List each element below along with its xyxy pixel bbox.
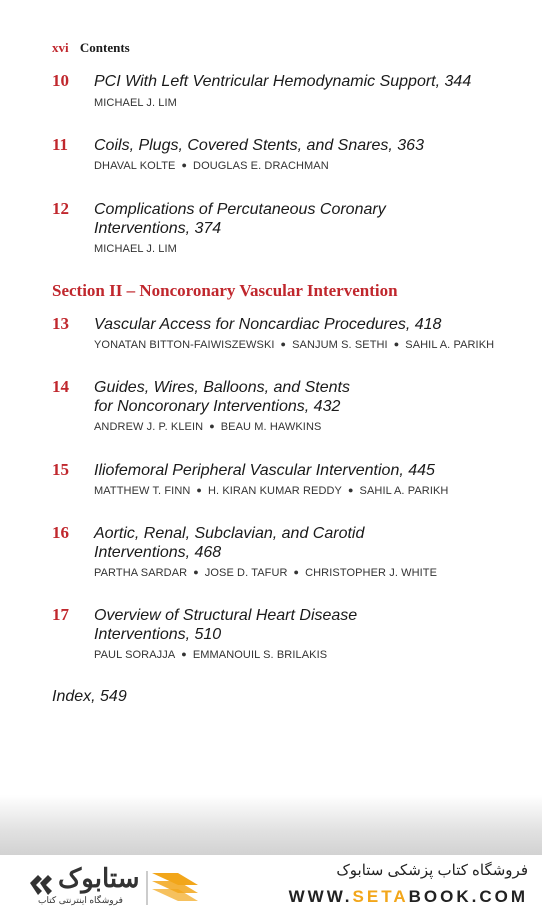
chapter-authors xyxy=(94,97,534,109)
author: CHRISTOPHER J. WHITE xyxy=(305,567,438,579)
chapter-title: Vascular Access for Noncardiac Procedures, 418 xyxy=(94,316,442,333)
page-number: xvi xyxy=(52,40,69,55)
chapter-authors xyxy=(94,243,534,255)
bullet-separator: ● xyxy=(348,485,354,495)
chapter-title-line-2: Interventions, 468 xyxy=(94,544,222,561)
chapter-title-line-2: Interventions, 510 xyxy=(94,626,222,643)
chapter-title-line-2: Interventions, 374 xyxy=(94,220,222,237)
running-head-title: Contents xyxy=(79,40,130,55)
chapter-authors xyxy=(94,421,534,433)
chapter-title-line-1: Overview of Structural Heart Disease xyxy=(94,607,358,624)
url-highlight-seta: SETA xyxy=(352,887,409,906)
bullet-separator: ● xyxy=(181,649,187,659)
index-entry[interactable]: Index, 549 xyxy=(52,688,127,705)
logo-text: ستابوک xyxy=(58,863,140,893)
author: SANJUM S. SETHI xyxy=(292,339,388,351)
chapter-authors xyxy=(94,339,534,351)
chapter-number: 10 xyxy=(52,71,69,90)
chapter-number: 12 xyxy=(52,199,69,218)
chapter-number: 14 xyxy=(52,377,69,396)
chapter-authors xyxy=(94,160,534,172)
shop-url xyxy=(289,887,528,907)
section-heading: Section II – Noncoronary Vascular Intervention xyxy=(52,281,398,300)
url-highlight-book: BOOK xyxy=(408,887,472,906)
author: BEAU M. HAWKINS xyxy=(220,421,322,433)
author: ANDREW J. P. KLEIN xyxy=(94,421,204,433)
chapter-title-line-1: Guides, Wires, Balloons, and Stents xyxy=(94,379,350,396)
author: SAHIL A. PARIKH xyxy=(405,339,495,351)
chapter-title-line-1: Complications of Percutaneous Coronary xyxy=(94,201,386,218)
author: H. KIRAN KUMAR REDDY xyxy=(207,485,342,497)
chapter-title-line-2: for Noncoronary Interventions, 432 xyxy=(94,398,341,415)
bullet-separator: ● xyxy=(280,339,287,349)
author: PAUL SORAJJA xyxy=(94,649,176,661)
chapter-authors xyxy=(94,649,534,661)
author: DOUGLAS E. DRACHMAN xyxy=(193,160,329,172)
bullet-separator: ● xyxy=(181,160,188,170)
chapter-authors xyxy=(94,567,534,579)
shop-name: فروشگاه کتاب پزشکی ستابوک xyxy=(336,862,528,879)
author: DHAVAL KOLTE xyxy=(94,160,176,172)
author: EMMANOUIL S. BRILAKIS xyxy=(192,649,328,661)
chapter-title: Iliofemoral Peripheral Vascular Intervention, 445 xyxy=(94,462,435,479)
author: MICHAEL J. LIM xyxy=(94,97,177,109)
author: SAHIL A. PARIKH xyxy=(359,485,449,497)
author: PARTHA SARDAR xyxy=(94,567,188,579)
bullet-separator: ● xyxy=(193,567,199,577)
url-prefix: WWW. xyxy=(288,887,353,906)
chapter-number: 15 xyxy=(52,460,69,479)
chapter-title: PCI With Left Ventricular Hemodynamic Support, 344 xyxy=(94,73,472,90)
page-bottom-shadow xyxy=(0,795,542,855)
chapter-authors xyxy=(94,485,534,497)
url-suffix: .COM xyxy=(471,887,528,906)
watermark-footer xyxy=(0,855,542,913)
logo-subtitle: فروشگاه اینترنتی کتاب xyxy=(38,895,123,905)
chapter-title: Coils, Plugs, Covered Stents, and Snares, 363 xyxy=(94,137,424,154)
author: JOSE D. TAFUR xyxy=(204,567,288,579)
bullet-separator: ● xyxy=(209,421,215,431)
chapter-title-line-1: Aortic, Renal, Subclavian, and Carotid xyxy=(94,525,365,542)
bullet-separator: ● xyxy=(293,567,300,577)
author: MATTHEW T. FINN xyxy=(94,485,191,497)
chapter-number: 16 xyxy=(52,523,69,542)
bullet-separator: ● xyxy=(196,485,202,495)
bullet-separator: ● xyxy=(393,339,400,349)
chapter-number: 17 xyxy=(52,605,69,624)
author: YONATAN BITTON-FAIWISZEWSKI xyxy=(94,339,275,351)
running-head xyxy=(52,40,130,56)
author: MICHAEL J. LIM xyxy=(94,243,177,255)
chapter-number: 13 xyxy=(52,314,69,333)
chapter-number: 11 xyxy=(52,135,69,154)
